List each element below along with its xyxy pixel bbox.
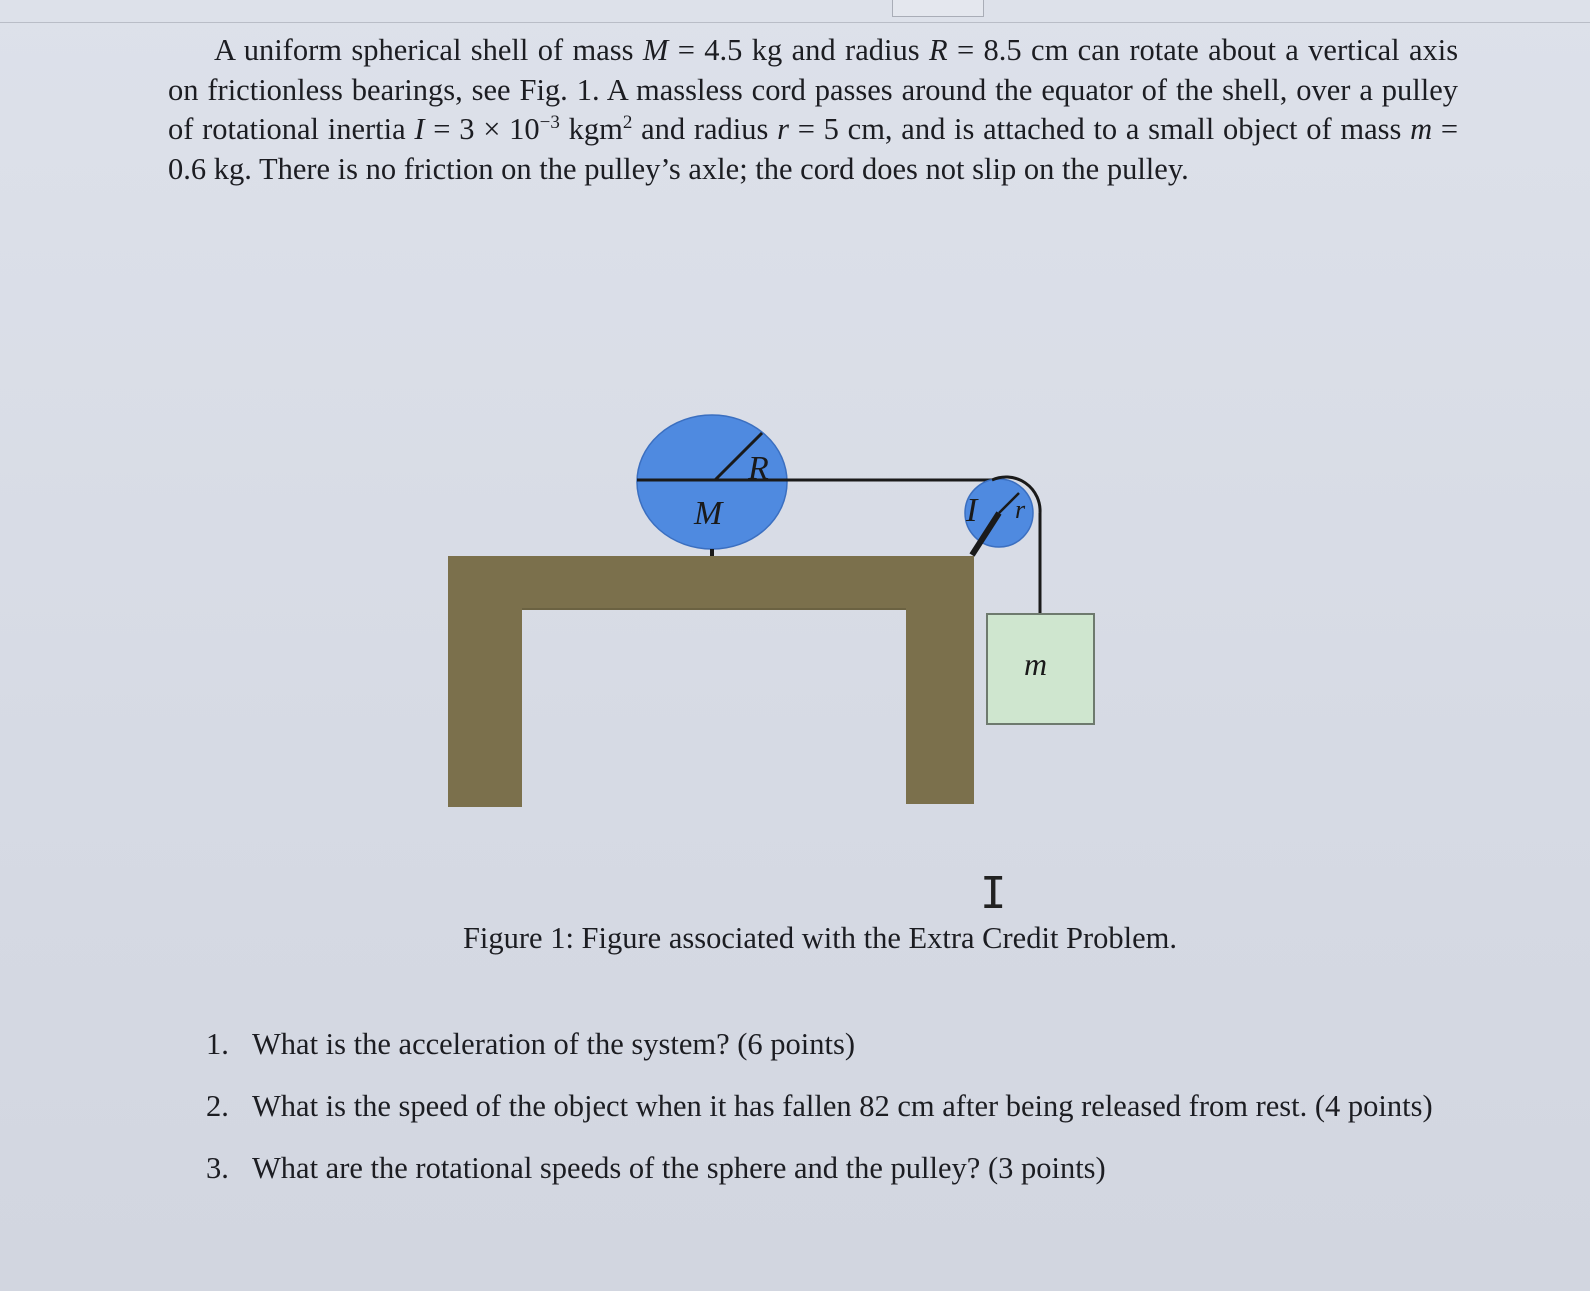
table-right-leg: [906, 607, 974, 804]
text-cursor-icon: I: [980, 868, 1007, 919]
label-r: r: [1015, 495, 1026, 524]
problem-text: and radius: [641, 112, 769, 146]
value-I-exponent: −3: [539, 111, 560, 133]
unit-I: kgm: [568, 112, 623, 146]
problem-text: . There is no friction on the pulley’s axle; the cord does not slip on the pulley.: [244, 151, 1189, 186]
question-list: [206, 1024, 1460, 1210]
problem-text: and radius: [791, 33, 920, 67]
question-text: What is the acceleration of the system? (6 points): [252, 1027, 856, 1061]
equals: =: [433, 112, 451, 146]
equals: =: [797, 112, 815, 146]
equals: =: [1440, 112, 1459, 146]
label-R: R: [748, 450, 769, 487]
question-item: [206, 1024, 1460, 1064]
value-r: 5 cm: [823, 112, 885, 146]
var-R: R: [928, 33, 948, 67]
unit-I-exponent: 2: [622, 111, 633, 133]
problem-text: , and is attached to a small object of mass: [884, 112, 1402, 146]
question-number: 1.: [206, 1027, 229, 1061]
question-number: 2.: [206, 1089, 229, 1123]
question-item: [206, 1148, 1460, 1188]
figure-caption: Figure 1: Figure associated with the Extra Credit Problem.: [462, 921, 1178, 955]
value-I-mantissa: 3 × 10: [459, 112, 540, 146]
label-m: m: [1024, 646, 1048, 682]
question-text: What are the rotational speeds of the sphere and the pulley? (3 points): [252, 1151, 1106, 1185]
var-m: m: [1410, 112, 1433, 146]
problem-text: can rotate about a vertical axis on frictionless bearings, see Fig. 1. A massless cord passes around the equator of the shell, over a pulley of rotational inertia: [168, 33, 1459, 146]
value-m: 0.6 kg: [168, 151, 245, 186]
label-I: I: [966, 492, 978, 529]
equals: =: [677, 33, 695, 67]
problem-text: A uniform spherical shell of mass: [214, 33, 634, 67]
var-I: I: [414, 112, 425, 146]
value-M: 4.5 kg: [704, 33, 783, 67]
var-M: M: [642, 33, 669, 67]
value-R: 8.5 cm: [983, 33, 1069, 67]
question-number: 3.: [206, 1151, 229, 1185]
table-left-leg: [448, 607, 522, 807]
question-item: [206, 1086, 1460, 1126]
question-text: What is the speed of the object when it has fallen 82 cm after being released from rest. (4 points): [252, 1089, 1433, 1123]
equals: =: [956, 33, 975, 67]
var-r: r: [777, 112, 789, 146]
table-top: [448, 556, 974, 609]
label-M: M: [694, 495, 723, 532]
